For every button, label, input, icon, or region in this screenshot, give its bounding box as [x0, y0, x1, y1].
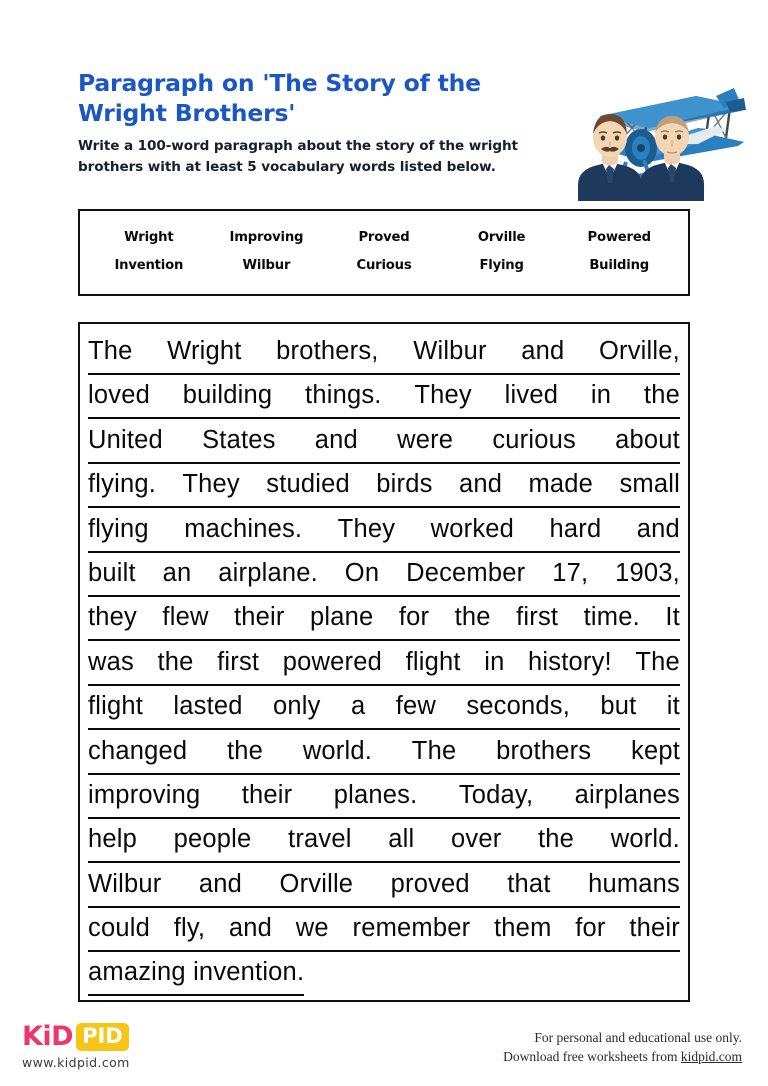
paragraph-word: kept [631, 736, 680, 765]
paragraph-word: Orville [279, 869, 354, 898]
paragraph-word: and [521, 337, 565, 365]
paragraph-word: that [507, 869, 551, 898]
paragraph-line-text: amazing invention. [88, 953, 304, 996]
paragraph-word: December [406, 558, 526, 587]
paragraph-word: brothers [496, 736, 592, 765]
paragraph-word: remember [352, 914, 471, 943]
footer-note-prefix: Download free worksheets from [503, 1049, 681, 1064]
paragraph-word: we [295, 914, 329, 943]
paragraph-line-text [88, 554, 680, 597]
paragraph-word: travel [288, 825, 352, 854]
kidpid-logo [22, 1022, 222, 1070]
paragraph-word: flying [88, 514, 149, 543]
paragraph-word: changed [88, 736, 188, 765]
paragraph-word: the [538, 825, 575, 854]
paragraph-word: the [643, 381, 680, 410]
paragraph-word: airplane. [218, 558, 318, 587]
paragraph-word: history! [528, 647, 612, 676]
paragraph-line [88, 953, 680, 997]
paragraph-word: and [636, 514, 680, 543]
paragraph-word: They [414, 381, 472, 410]
paragraph-word: world. [610, 825, 680, 854]
paragraph-line [88, 820, 680, 864]
paragraph-word: and [228, 914, 273, 943]
paragraph-word: Wilbur [413, 337, 487, 365]
paragraph-line-text [88, 465, 680, 508]
paragraph-word: States [202, 425, 276, 454]
paragraph-word: it [666, 692, 680, 721]
paragraph-line-text [88, 909, 680, 952]
paragraph-word: things. [305, 381, 382, 410]
paragraph-line [88, 332, 680, 376]
paragraph-word: people [173, 825, 252, 854]
vocabulary-word: Building [589, 258, 649, 273]
paragraph-line-text [88, 643, 680, 686]
footer-note-line-1: For personal and educational use only. [534, 1030, 742, 1045]
paragraph-word: flew [162, 603, 209, 632]
paragraph-word: for [398, 603, 430, 632]
paragraph-line [88, 643, 680, 687]
kidpid-link[interactable]: kidpid.com [680, 1049, 742, 1064]
paragraph-line-text [88, 865, 680, 908]
paragraph-word: over [450, 825, 502, 854]
paragraph-word: studied [266, 470, 350, 499]
paragraph-word: powered [282, 647, 382, 676]
vocabulary-word: Invention [114, 258, 184, 273]
paragraph-word: and [458, 470, 503, 499]
footer-note-line-2 [503, 1047, 742, 1066]
paragraph-word: 17, [552, 558, 589, 587]
paragraph-line-text [88, 332, 680, 375]
logo-pid-badge: PID [76, 1023, 129, 1051]
vocabulary-row-2 [90, 258, 678, 273]
paragraph-word: was [88, 647, 134, 676]
paragraph-word: in [590, 381, 612, 410]
paragraph-word: but [600, 692, 637, 721]
paragraph-word: lasted [173, 692, 243, 721]
paragraph-word: flight [88, 692, 144, 721]
paragraph-word: their [629, 914, 680, 943]
paragraph-line-text [88, 732, 680, 775]
paragraph-line [88, 510, 680, 554]
paragraph-word: fly, [173, 914, 206, 943]
paragraph-word: The [411, 736, 457, 765]
paragraph-word: Wright [167, 337, 242, 365]
paragraph-word: Orville, [599, 337, 680, 365]
paragraph-word: improving [88, 780, 201, 809]
vocabulary-word: Wright [124, 230, 174, 245]
wright-brothers-and-biplane-illustration [548, 58, 756, 203]
paragraph-word: were [397, 425, 454, 454]
paragraph-line-text [88, 820, 680, 863]
paragraph-word: small [619, 470, 680, 499]
vocabulary-row-1 [90, 230, 678, 245]
paragraph-word: planes. [333, 780, 418, 809]
page-footer [0, 1012, 768, 1086]
paragraph-word: only [273, 692, 321, 721]
vocabulary-word: Powered [587, 230, 651, 245]
paragraph-word: machines. [184, 514, 303, 543]
paragraph-word: Wilbur [88, 869, 162, 898]
paragraph-word: time. [583, 603, 640, 632]
paragraph-word: and [314, 425, 358, 454]
paragraph-word: airplanes [574, 780, 680, 809]
paragraph-line [88, 376, 680, 420]
paragraph-line [88, 687, 680, 731]
logo-mark [22, 1022, 222, 1052]
paragraph-word: the [227, 736, 264, 765]
paragraph-line-text [88, 421, 680, 464]
paragraph-word: the [157, 647, 194, 676]
instructions-text: Write a 100-word paragraph about the story of the wright brothers with at least 5 vocabulary words listed below. [78, 138, 518, 175]
paragraph-word: plane [310, 603, 374, 632]
vocabulary-word: Proved [358, 230, 410, 245]
paragraph-answer-box[interactable] [78, 322, 690, 1002]
vocabulary-word: Improving [229, 230, 304, 245]
paragraph-word: proved [390, 869, 470, 898]
paragraph-word: their [234, 603, 285, 632]
paragraph-word: curious [492, 425, 576, 454]
paragraph-line [88, 465, 680, 509]
paragraph-word: They [337, 514, 396, 543]
paragraph-line [88, 776, 680, 820]
vocabulary-word: Wilbur [242, 258, 291, 273]
paragraph-word: lived [504, 381, 559, 410]
logo-website-url: www.kidpid.com [22, 1055, 130, 1070]
paragraph-word: loved [88, 381, 150, 410]
paragraph-line [88, 554, 680, 598]
paragraph-word: hard [549, 514, 602, 543]
paragraph-word: few [395, 692, 436, 721]
paragraph-line-text [88, 687, 680, 730]
vocabulary-word-box [78, 209, 690, 296]
paragraph-line-text [88, 776, 680, 819]
paragraph-word: all [388, 825, 415, 854]
paragraph-word: 1903, [615, 558, 680, 587]
paragraph-line [88, 598, 680, 642]
paragraph-word: them [494, 914, 552, 943]
paragraph-word: The [88, 337, 133, 365]
paragraph-word: They [182, 470, 240, 499]
paragraph-line-text [88, 510, 680, 553]
paragraph-word: flight [405, 647, 461, 676]
paragraph-word: building [182, 381, 273, 410]
vocabulary-word: Orville [477, 230, 526, 245]
vocabulary-word: Curious [356, 258, 412, 273]
paragraph-word: world. [302, 736, 373, 765]
vocabulary-word: Flying [479, 258, 524, 273]
paragraph-word: The [635, 647, 680, 676]
paragraph-word: for [575, 914, 606, 943]
paragraph-word: brothers, [276, 337, 379, 365]
paragraph-word: Today, [458, 780, 534, 809]
paragraph-word: On [344, 558, 380, 587]
page-title: Paragraph on 'The Story of the Wright Brothers' [78, 69, 481, 127]
paragraph-word: their [241, 780, 293, 809]
paragraph-word: and [198, 869, 243, 898]
paragraph-word: built [88, 558, 136, 587]
paragraph-line [88, 732, 680, 776]
paragraph-line [88, 909, 680, 953]
paragraph-word: the [454, 603, 491, 632]
paragraph-word: they [88, 603, 137, 632]
paragraph-word: It [665, 603, 680, 632]
paragraph-word: seconds, [466, 692, 570, 721]
paragraph-word: made [528, 470, 594, 499]
paragraph-word: in [484, 647, 505, 676]
paragraph-line [88, 421, 680, 465]
paragraph-line-text [88, 376, 680, 419]
logo-kid-text: KiD [22, 1021, 74, 1052]
footer-usage-note [503, 1028, 742, 1066]
paragraph-word: humans [588, 869, 680, 898]
paragraph-line-text [88, 598, 680, 641]
paragraph-word: flying. [88, 470, 157, 499]
paragraph-word: United [88, 425, 163, 454]
paragraph-word: help [88, 825, 138, 854]
paragraph-word: first [516, 603, 559, 632]
paragraph-word: could [88, 914, 150, 943]
paragraph-word: worked [430, 514, 515, 543]
paragraph-word: an [162, 558, 192, 587]
paragraph-word: about [615, 425, 680, 454]
paragraph-word: birds [376, 470, 433, 499]
paragraph-word: a [350, 692, 366, 721]
paragraph-line [88, 865, 680, 909]
paragraph-word: first [217, 647, 260, 676]
